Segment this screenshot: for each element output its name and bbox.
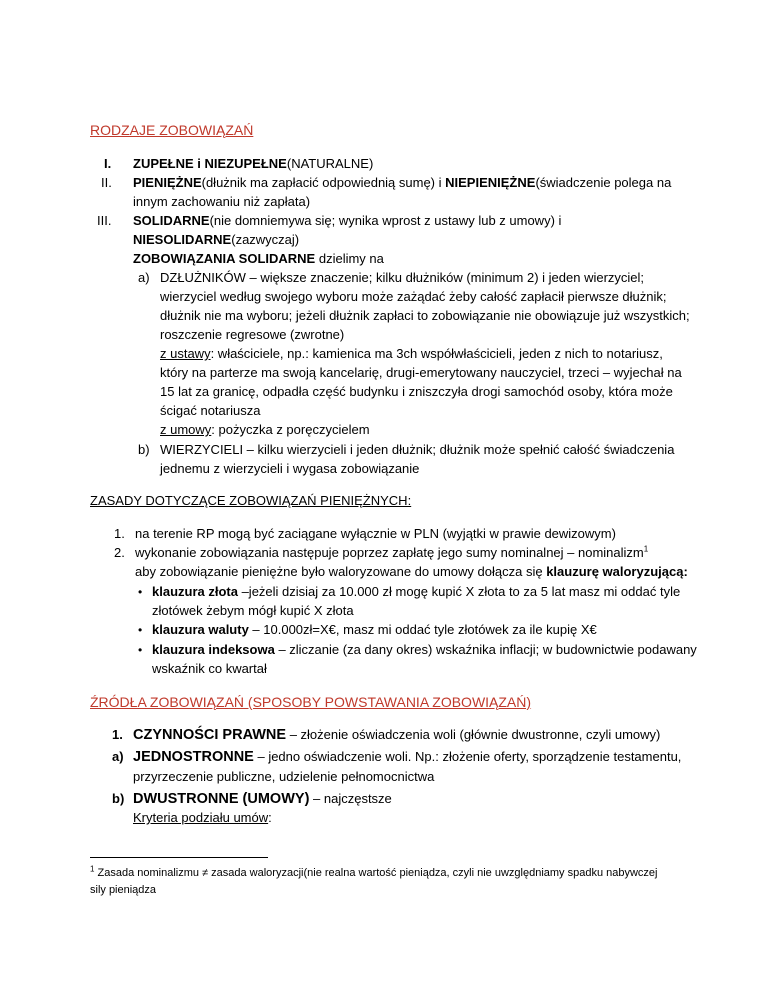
- rule-num: 1.: [114, 526, 125, 541]
- ustawy-line: z ustawy: właściciele, np.: kamienica ma 3ch współwłaścicieli, jeden z nich to notariusz,: [160, 346, 663, 361]
- source-jednostronne: JEDNOSTRONNE – jedno oświadczenie woli. Np.: złożenie oferty, sporządzenie testamentu,: [133, 749, 682, 765]
- heading-rodzaje: RODZAJE ZOBOWIĄZAŃ: [90, 122, 254, 138]
- ustawy-line: 15 lat za granicę, odpadła część budynku i zniszczyła drogi samochód osoby, która może: [160, 384, 673, 399]
- list-num-3: III.: [97, 213, 112, 228]
- ustawy-line: który na parterze ma swoją kancelarię, drugi-emerytowany nauczyciel, trzeci – wyjechał na: [160, 365, 682, 380]
- source-num: a): [112, 749, 124, 764]
- bullet-icon: •: [138, 643, 143, 657]
- list-num-1: I.: [104, 156, 112, 171]
- clause-indeksowa: klauzura indeksowa – zliczanie (za dany okres) wskaźnika inflacji; w budownictwie podawany: [152, 642, 697, 657]
- bullet-icon: •: [138, 585, 143, 599]
- footnote: $^1$ Zasada nominalizmu ≠ zasada waloryzacji(nie realna wartość pieniądza, czyli nie uwzględniamy spadku nabywczej: [90, 864, 658, 879]
- type-niesolidarne: NIESOLIDARNE(zazwyczaj): [133, 232, 300, 247]
- umowy-line: z umowy: pożyczka z poręczycielem: [160, 422, 370, 437]
- footnote-ref[interactable]: 1: [643, 544, 649, 554]
- type-zupelne: ZUPEŁNE i NIEZUPEŁNE(NATURALNE): [133, 156, 374, 171]
- bullet-icon: •: [138, 623, 143, 637]
- rule-text: wykonanie zobowiązania następuje poprzez zapłatę jego sumy nominalnej – nominalizm$^1$: [135, 544, 649, 560]
- list-num-2: II.: [101, 175, 112, 190]
- heading-zasady: ZASADY DOTYCZĄCE ZOBOWIĄZAŃ PIENIĘŻNYCH:: [90, 493, 412, 508]
- clause-waluty: klauzura waluty – 10.000zł=X€, masz mi oddać tyle złotówek za ile kupię X€: [152, 622, 597, 637]
- clause-zlota-cont: złotówek żebym mógł kupić X złota: [152, 603, 354, 618]
- type-pieniezne: PIENIĘŻNE(dłużnik ma zapłacić odpowiednią sumę) i NIEPIENIĘŻNE(świadczenie polega na: [133, 175, 672, 190]
- rule2-cont: aby zobowiązanie pieniężne było waloryzowane do umowy dołącza się klauzurę waloryzującą:: [135, 564, 688, 579]
- source-num: 1.: [112, 727, 123, 742]
- sub-a-line: dłużnik nie ma wyboru; jeżeli dłużnik zapłaci to zobowiązanie nie obowiązuje już wszystkich;: [160, 308, 690, 323]
- sub-b-line: WIERZYCIELI – kilku wierzycieli i jeden dłużnik; dłużnik może spełnić całość świadczenia: [160, 442, 675, 457]
- type-solidarne: SOLIDARNE(nie domniemywa się; wynika wprost z ustawy lub z umowy) i: [133, 213, 562, 228]
- footnote-cont: sily pieniądza: [90, 884, 157, 896]
- sub-a-line: roszczenie regresowe (zwrotne): [160, 327, 345, 342]
- clause-zlota: klauzura złota –jeżeli dzisiaj za 10.000 zł mogę kupić X złota to za 5 lat masz mi oddać tyle: [152, 584, 681, 599]
- heading-zrodla: ŹRÓDŁA ZOBOWIĄZAŃ (SPOSOBY POWSTAWANIA ZOBOWIĄZAŃ): [90, 694, 532, 710]
- criteria-line: Kryteria podziału umów:: [133, 810, 272, 825]
- source-czynnosci: CZYNNOŚCI PRAWNE – złożenie oświadczenia woli (głównie dwustronne, czyli umowy): [133, 727, 661, 743]
- sub-a-label: a): [138, 270, 150, 285]
- source-jednostronne-cont: przyrzeczenie publiczne, udzielenie pełnomocnictwa: [133, 769, 435, 784]
- source-dwustronne: DWUSTRONNE (UMOWY) – najczęstsze: [133, 791, 392, 807]
- clause-indeksowa-cont: wskaźnik co kwartał: [152, 661, 267, 676]
- sub-a-line: DZŁUŻNIKÓW – większe znaczenie; kilku dłużników (minimum 2) i jeden wierzyciel;: [160, 270, 645, 285]
- sub-b-label: b): [138, 442, 150, 457]
- type-pieniezne-cont: innym zachowaniu niż zapłata): [133, 194, 311, 209]
- footnote-divider: [90, 857, 268, 858]
- sub-a-line: wierzyciel według swojego wyboru może zażądać żeby całość zapłacił pierwsze dłużnik;: [160, 289, 667, 304]
- rule-num: 2.: [114, 545, 125, 560]
- rule-text: na terenie RP mogą być zaciągane wyłącznie w PLN (wyjątki w prawie dewizowym): [135, 526, 616, 541]
- solidarne-division: ZOBOWIĄZANIA SOLIDARNE dzielimy na: [133, 251, 384, 266]
- ustawy-line: ścigać notariusza: [160, 403, 261, 418]
- sub-b-line: jednemu z wierzycieli i wygasa zobowiązanie: [160, 461, 420, 476]
- source-num: b): [112, 791, 125, 806]
